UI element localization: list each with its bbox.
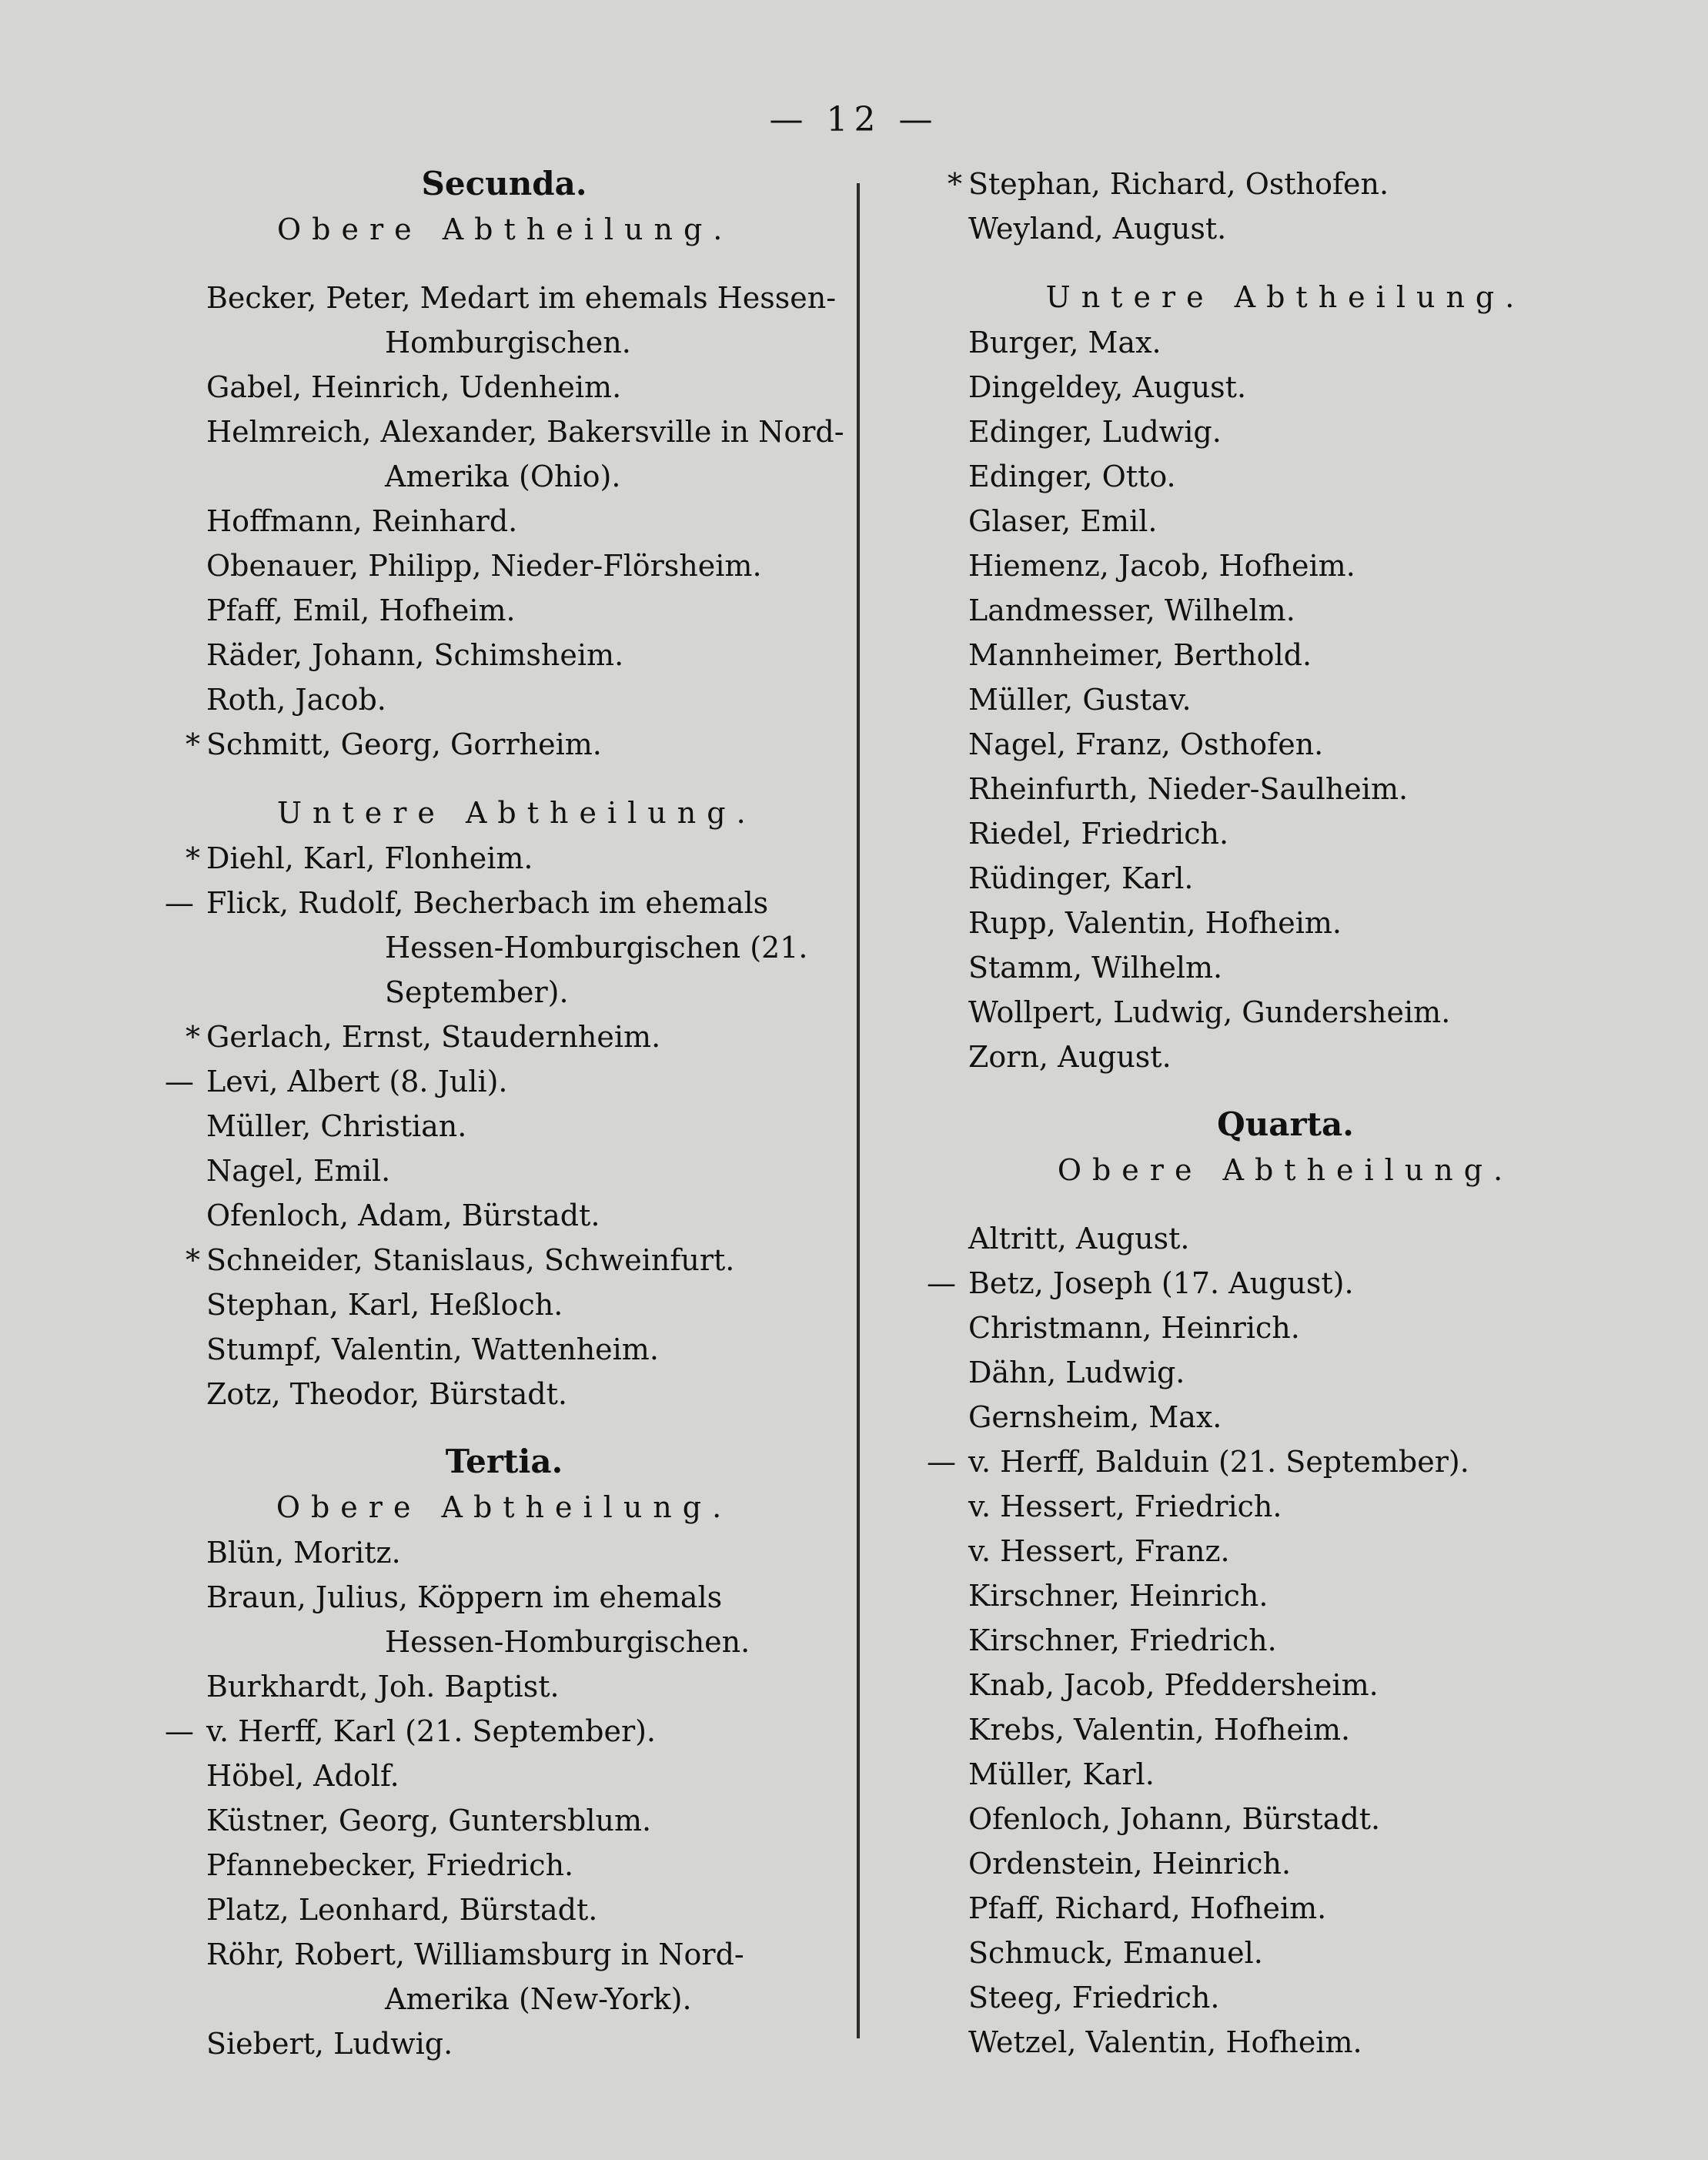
student-entry (947, 1931, 1624, 1975)
student-entry-continuation (185, 320, 824, 365)
student-name: Edinger, Ludwig. (968, 415, 1222, 449)
student-entry (947, 901, 1624, 945)
student-name: Gernsheim, Max. (968, 1400, 1222, 1434)
student-entry (185, 1932, 824, 1977)
student-entry (947, 990, 1624, 1035)
student-name: Nagel, Emil. (206, 1154, 391, 1188)
student-name: September). (385, 975, 569, 1009)
student-name: Zorn, August. (968, 1040, 1172, 1074)
student-name: Weyland, August. (968, 212, 1227, 246)
student-entry (947, 206, 1624, 251)
student-name: Stamm, Wilhelm. (968, 951, 1223, 985)
student-entry (947, 454, 1624, 499)
student-name: Ordenstein, Heinrich. (968, 1847, 1292, 1881)
student-name: Wollpert, Ludwig, Gundersheim. (968, 995, 1451, 1029)
student-entry (165, 1059, 824, 1104)
student-name: Stephan, Karl, Heßloch. (206, 1288, 563, 1322)
student-name: Braun, Julius, Köppern im ehemals (206, 1580, 723, 1614)
student-entry (947, 2020, 1624, 2065)
student-entry (185, 543, 824, 588)
student-entry (947, 1216, 1624, 1261)
student-entry (947, 856, 1624, 901)
student-name: Christmann, Heinrich. (968, 1311, 1300, 1345)
student-list-secunda-untere (165, 836, 824, 1416)
student-entry (947, 543, 1624, 588)
student-entry (185, 722, 824, 767)
student-name: Landmesser, Wilhelm. (968, 593, 1295, 627)
student-entry (947, 1707, 1624, 1752)
student-entry-continuation (185, 454, 824, 499)
student-name: Hessen-Homburgischen (21. (385, 931, 808, 965)
student-entry (947, 1618, 1624, 1663)
student-name: Nagel, Franz, Osthofen. (968, 727, 1324, 761)
student-entry-continuation (185, 970, 824, 1015)
student-entry (185, 276, 837, 320)
student-entry-continuation (185, 1977, 824, 2021)
student-entry (947, 1484, 1624, 1529)
student-name: Blün, Moritz. (206, 1536, 401, 1570)
student-entry (165, 1709, 824, 1754)
subsection-label-tertia-untere: Untere Abtheilung. (1045, 280, 1526, 314)
asterisk-mark: * (186, 841, 200, 875)
student-entry (185, 1327, 824, 1372)
dash-mark: — (927, 1266, 956, 1300)
student-name: Obenauer, Philipp, Nieder-Flörsheim. (206, 549, 762, 583)
student-entry (185, 1372, 824, 1416)
student-name: v. Herff, Karl (21. September). (206, 1714, 657, 1748)
student-entry (185, 365, 824, 410)
asterisk-mark: * (186, 727, 200, 761)
student-entry (185, 1238, 824, 1282)
student-name: Ofenloch, Johann, Bürstadt. (968, 1802, 1381, 1836)
student-name: Helmreich, Alexander, Bakersville in Nord- (206, 415, 844, 449)
student-entry (947, 1886, 1624, 1931)
student-entry (947, 1529, 1624, 1573)
student-entry (185, 1754, 824, 1798)
student-entry (185, 1887, 824, 1932)
section-heading-quarta: Quarta. (1217, 1105, 1354, 1143)
student-name: Gerlach, Ernst, Staudernheim. (206, 1020, 661, 1054)
student-entry (947, 1350, 1624, 1395)
subsection-label-tertia-obere: Obere Abtheilung. (276, 1490, 733, 1524)
student-name: Amerika (New-York). (385, 1982, 692, 2016)
student-entry (947, 722, 1624, 767)
asterisk-mark: * (186, 1020, 200, 1054)
student-name: Röhr, Robert, Williamsburg in Nord- (206, 1938, 744, 1971)
student-name: Pfaff, Richard, Hofheim. (968, 1891, 1327, 1925)
student-name: Hoffmann, Reinhard. (206, 504, 518, 538)
student-name: Ofenloch, Adam, Bürstadt. (206, 1199, 600, 1232)
student-entry (947, 633, 1624, 677)
student-entry (185, 499, 824, 543)
student-entry (947, 1035, 1624, 1079)
student-entry (947, 499, 1624, 543)
student-entry (947, 320, 1624, 365)
student-entry (927, 1261, 1624, 1306)
student-entry (185, 588, 824, 633)
student-name: v. Herff, Balduin (21. September). (968, 1445, 1469, 1479)
student-entry (185, 1664, 824, 1709)
student-entry (947, 162, 1624, 206)
student-entry (185, 1575, 824, 1620)
student-name: Burger, Max. (968, 326, 1162, 359)
student-entry-continuation (185, 925, 824, 970)
asterisk-mark: * (186, 1243, 200, 1277)
student-entry (947, 767, 1624, 811)
student-entry (927, 1439, 1624, 1484)
student-entry (185, 1104, 824, 1149)
student-name: Schmitt, Georg, Gorrheim. (206, 727, 602, 761)
student-name: Knab, Jacob, Pfeddersheim. (968, 1668, 1379, 1702)
student-entry (947, 410, 1624, 454)
student-entry (947, 1797, 1624, 1841)
student-entry (185, 633, 824, 677)
student-name: Kirschner, Heinrich. (968, 1579, 1268, 1613)
student-entry (185, 1282, 824, 1327)
student-name: Flick, Rudolf, Becherbach im ehemals (206, 886, 769, 920)
student-name: Pfannebecker, Friedrich. (206, 1848, 574, 1882)
student-entry (947, 945, 1624, 990)
student-entry (947, 588, 1624, 633)
student-name: Betz, Joseph (17. August). (968, 1266, 1354, 1300)
student-name: Höbel, Adolf. (206, 1759, 399, 1793)
student-name: Schneider, Stanislaus, Schweinfurt. (206, 1243, 735, 1277)
column-divider (857, 183, 860, 2038)
student-name: v. Hessert, Franz. (968, 1534, 1230, 1568)
student-name: Räder, Johann, Schimsheim. (206, 638, 624, 672)
student-name: Pfaff, Emil, Hofheim. (206, 593, 516, 627)
subsection-label-secunda-untere: Untere Abtheilung. (277, 796, 757, 830)
student-entry (947, 1395, 1624, 1439)
student-name: Rheinfurth, Nieder-Saulheim. (968, 772, 1409, 806)
student-entry (185, 1193, 824, 1238)
student-name: Edinger, Otto. (968, 460, 1176, 493)
student-name: Gabel, Heinrich, Udenheim. (206, 370, 622, 404)
student-entry (185, 1798, 824, 1843)
student-entry (947, 1306, 1624, 1350)
student-name: Diehl, Karl, Flonheim. (206, 841, 533, 875)
section-heading-secunda: Secunda. (421, 165, 587, 202)
subsection-label-quarta-obere: Obere Abtheilung. (1057, 1153, 1514, 1187)
student-list-tertia-untere (947, 320, 1624, 1079)
student-entry (185, 1015, 824, 1059)
student-name: Stephan, Richard, Osthofen. (968, 167, 1389, 201)
student-name: Riedel, Friedrich. (968, 817, 1229, 851)
student-name: Stumpf, Valentin, Wattenheim. (206, 1332, 659, 1366)
student-list-quarta-obere (927, 1216, 1624, 2065)
student-entry (947, 1663, 1624, 1707)
student-name: Altritt, August. (968, 1222, 1190, 1256)
student-name: Rüdinger, Karl. (968, 861, 1194, 895)
student-entry (185, 1149, 824, 1193)
student-entry (947, 1841, 1624, 1886)
student-entry (185, 1843, 824, 1887)
asterisk-mark: * (948, 167, 962, 201)
student-name: Mannheimer, Berthold. (968, 638, 1312, 672)
student-name: Glaser, Emil. (968, 504, 1158, 538)
student-entry (947, 1573, 1624, 1618)
student-name: Hessen-Homburgischen. (385, 1625, 750, 1659)
student-entry (947, 1975, 1624, 2020)
student-entry (165, 881, 824, 925)
student-name: Levi, Albert (8. Juli). (206, 1065, 508, 1098)
student-name: Hiemenz, Jacob, Hofheim. (968, 549, 1355, 583)
student-name: Müller, Karl. (968, 1757, 1155, 1791)
student-name: Siebert, Ludwig. (206, 2027, 453, 2061)
student-entry-continuation (185, 1620, 824, 1664)
student-name: Küstner, Georg, Guntersblum. (206, 1804, 652, 1837)
student-name: Rupp, Valentin, Hofheim. (968, 906, 1342, 940)
subsection-label-secunda-obere: Obere Abtheilung. (277, 212, 734, 246)
student-list-secunda-obere (185, 276, 844, 767)
student-entry (947, 811, 1624, 856)
page-number: — 12 — (769, 100, 939, 139)
student-name: Amerika (Ohio). (385, 460, 621, 493)
student-name: Zotz, Theodor, Bürstadt. (206, 1377, 567, 1411)
dash-mark: — (165, 1714, 194, 1748)
right-column (927, 162, 1624, 2065)
student-name: Müller, Gustav. (968, 683, 1192, 717)
student-name: Wetzel, Valentin, Hofheim. (968, 2025, 1362, 2059)
student-entry (185, 1530, 824, 1575)
student-entry (185, 677, 824, 722)
student-name: Kirschner, Friedrich. (968, 1623, 1277, 1657)
student-name: Müller, Christian. (206, 1109, 467, 1143)
dash-mark: — (165, 1065, 194, 1098)
student-name: Dähn, Ludwig. (968, 1356, 1185, 1389)
student-list-tertia-obere (165, 1530, 824, 2066)
section-heading-tertia: Tertia. (445, 1443, 563, 1480)
student-name: Schmuck, Emanuel. (968, 1936, 1263, 1970)
student-name: Krebs, Valentin, Hofheim. (968, 1713, 1351, 1747)
student-name: v. Hessert, Friedrich. (968, 1490, 1282, 1523)
student-entry (947, 1752, 1624, 1797)
student-name: Steeg, Friedrich. (968, 1981, 1220, 2015)
student-list-tertia-obere-cont (947, 162, 1624, 251)
left-column (165, 162, 844, 2066)
student-entry (185, 410, 844, 454)
student-entry (947, 365, 1624, 410)
student-name: Dingeldey, August. (968, 370, 1247, 404)
dash-mark: — (927, 1445, 956, 1479)
student-name: Platz, Leonhard, Bürstadt. (206, 1893, 598, 1927)
student-entry (185, 836, 824, 881)
student-name: Burkhardt, Joh. Baptist. (206, 1670, 560, 1704)
student-entry (947, 677, 1624, 722)
dash-mark: — (165, 886, 194, 920)
student-entry (185, 2021, 824, 2066)
student-name: Roth, Jacob. (206, 683, 386, 717)
student-name: Homburgischen. (385, 326, 631, 359)
student-name: Becker, Peter, Medart im ehemals Hessen- (206, 281, 837, 315)
